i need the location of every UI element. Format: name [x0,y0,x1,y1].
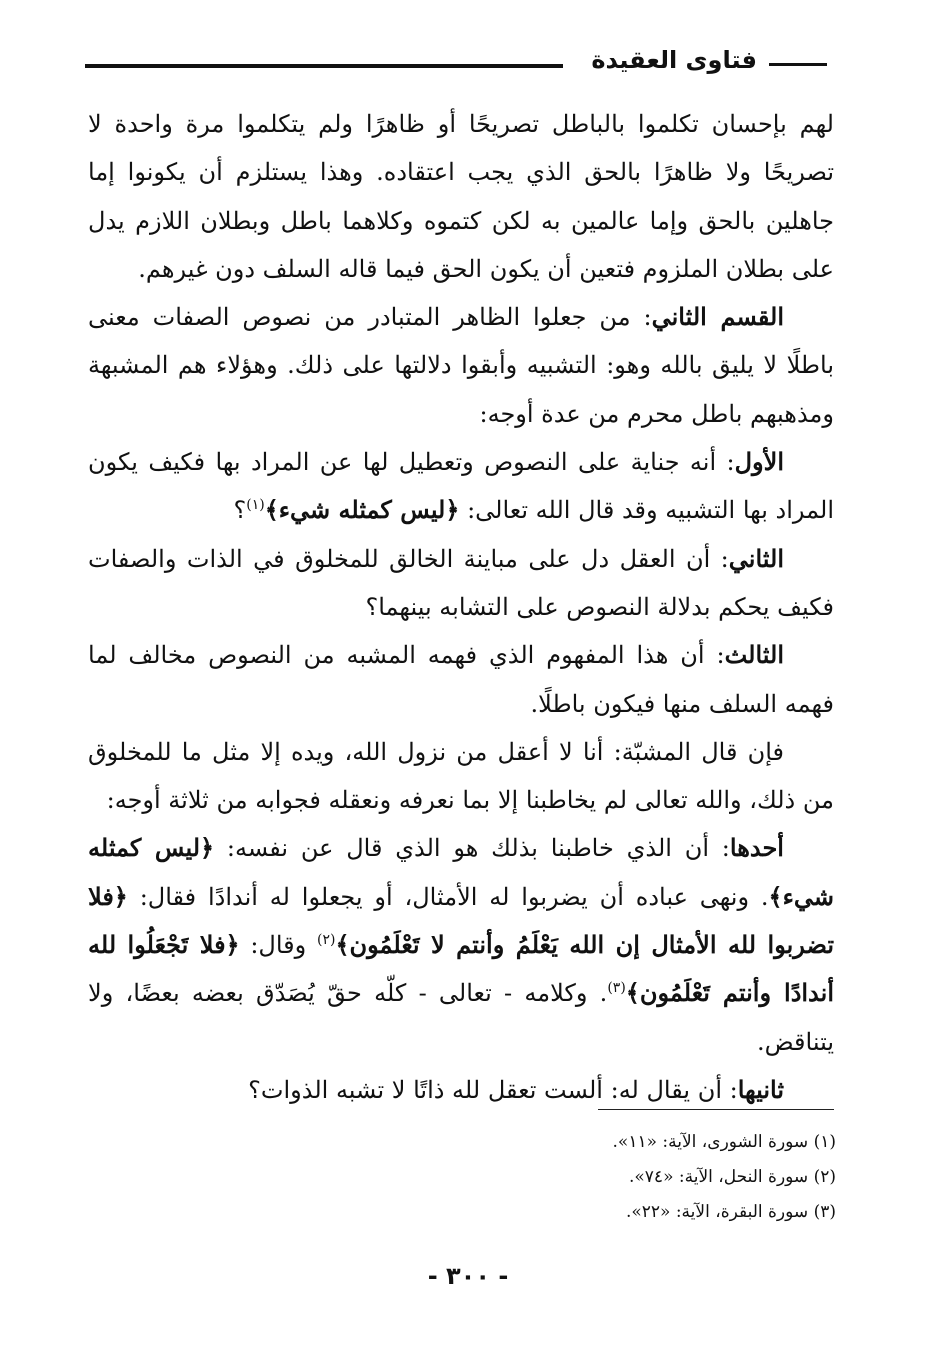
footnote-item: (٢) سورة النحل، الآية: «٧٤». [628,1167,836,1187]
footnote-separator [598,1109,834,1110]
paragraph-label: الأول [734,447,784,477]
running-header [85,44,827,84]
paragraph-text: وقال: [250,931,307,960]
footnote-ref: (٣) [607,980,626,997]
paragraph-label: القسم الثاني [651,302,785,332]
paragraph-text: لهم بإحسان تكلموا بالباطل تصريحًا أو ظاهرًا ولم يتكلموا مرة واحدة لا تصريحًا ولا ظاهرًا بالحق الذي يجب اعتقاده. وهذا يستلزم أن يكونوا إما جاهلين بالحق وإما عالمين به لكن كتموه وكلاهما باطل وبطلان اللازم يدل على بطلان الملزوم فتعين أن يكون الحق فيما قاله السلف دون غيرهم. [88,110,834,283]
paragraph-6 [88,728,834,825]
paragraph-label: أحدها [729,833,784,863]
paragraph-text: : أن العقل دل على مباينة الخالق للمخلوق في الذات والصفات فكيف يحكم بدلالة النصوص على التشابه بينهما؟ [88,544,834,621]
paragraph-text-end: ؟ [233,496,247,525]
footnote-ref: (١) [246,497,265,514]
paragraph-text: : من جعلوا الظاهر المتبادر من نصوص الصفات معنى باطلًا لا يليق بالله وهو: التشبيه وأبقوا دلالتها على ذلك. وهؤلاء هم المشبهة ومذهبهم باطل محرم من عدة أوجه: [88,303,834,428]
paragraph-5 [88,631,834,728]
quran-quote: ﴿فلا تضربوا لله الأمثال إن الله يَعْلَمُ وأنتم لا تَعْلَمُون﴾ [88,881,835,960]
header-title: فتاوى العقيدة [591,46,757,74]
footnote-item: (٣) سورة البقرة، الآية: «٢٢». [625,1202,836,1222]
body-text [88,100,834,1114]
paragraph-text: . ونهى عباده أن يضربوا له الأمثال، أو يجعلوا له أندادًا فقال: [139,882,769,911]
paragraph-label: الثاني [728,543,784,573]
paragraph-text: : أن يقال له: ألست تعقل لله ذاتًا لا تشبه الذوات؟ [248,1075,738,1104]
quran-quote: ﴿ليس كمثله شيء﴾ [264,495,460,525]
paragraph-text: : أن الذي خاطبنا بذلك هو الذي قال عن نفسه: [226,834,730,863]
header-rule-short [769,63,827,66]
paragraph-text: : أنه جناية على النصوص وتعطيل لها عن المراد بها فكيف يكون المراد بها التشبيه وقد قال الله تعالى: [88,448,834,525]
paragraph-text: : أن هذا المفهوم الذي فهمه المشبه من النصوص مخالف لما فهمه السلف منها فيكون باطلًا. [88,641,834,718]
paragraph-label: ثانيها [737,1074,784,1104]
footnote-ref: (٢) [316,932,336,949]
paragraph-label: الثالث [724,640,784,670]
footnote-item: (١) سورة الشورى، الآية: «١١». [612,1132,836,1152]
quran-quote: ﴿فلا تَجْعَلُوا لله أندادًا وأنتم تَعْلَمُون﴾ [88,930,834,1008]
quran-quote: ﴿ليس كمثله شيء﴾ [88,833,834,911]
paragraph-4 [88,535,834,632]
footnotes [336,1125,836,1230]
paragraph-text: . وكلامه - تعالى - كلّه حقّ يُصَدّق بعضه بعضًا، ولا يتناقض. [88,979,834,1056]
paragraph-2 [88,293,834,438]
paragraph-7 [88,824,834,1065]
page-number: - ٣٠٠ - [427,1262,509,1290]
header-rule-long [85,64,563,68]
paragraph-3 [88,438,834,535]
paragraph-1 [88,100,834,293]
paragraph-8 [88,1066,834,1114]
paragraph-text: فإن قال المشبّة: أنا لا أعقل من نزول الله، ويده إلا مثل ما للمخلوق من ذلك، والله تعالى لم يخاطبنا إلا بما نعرفه ونعقله فجوابه من ثلاثة أوجه: [88,737,834,815]
